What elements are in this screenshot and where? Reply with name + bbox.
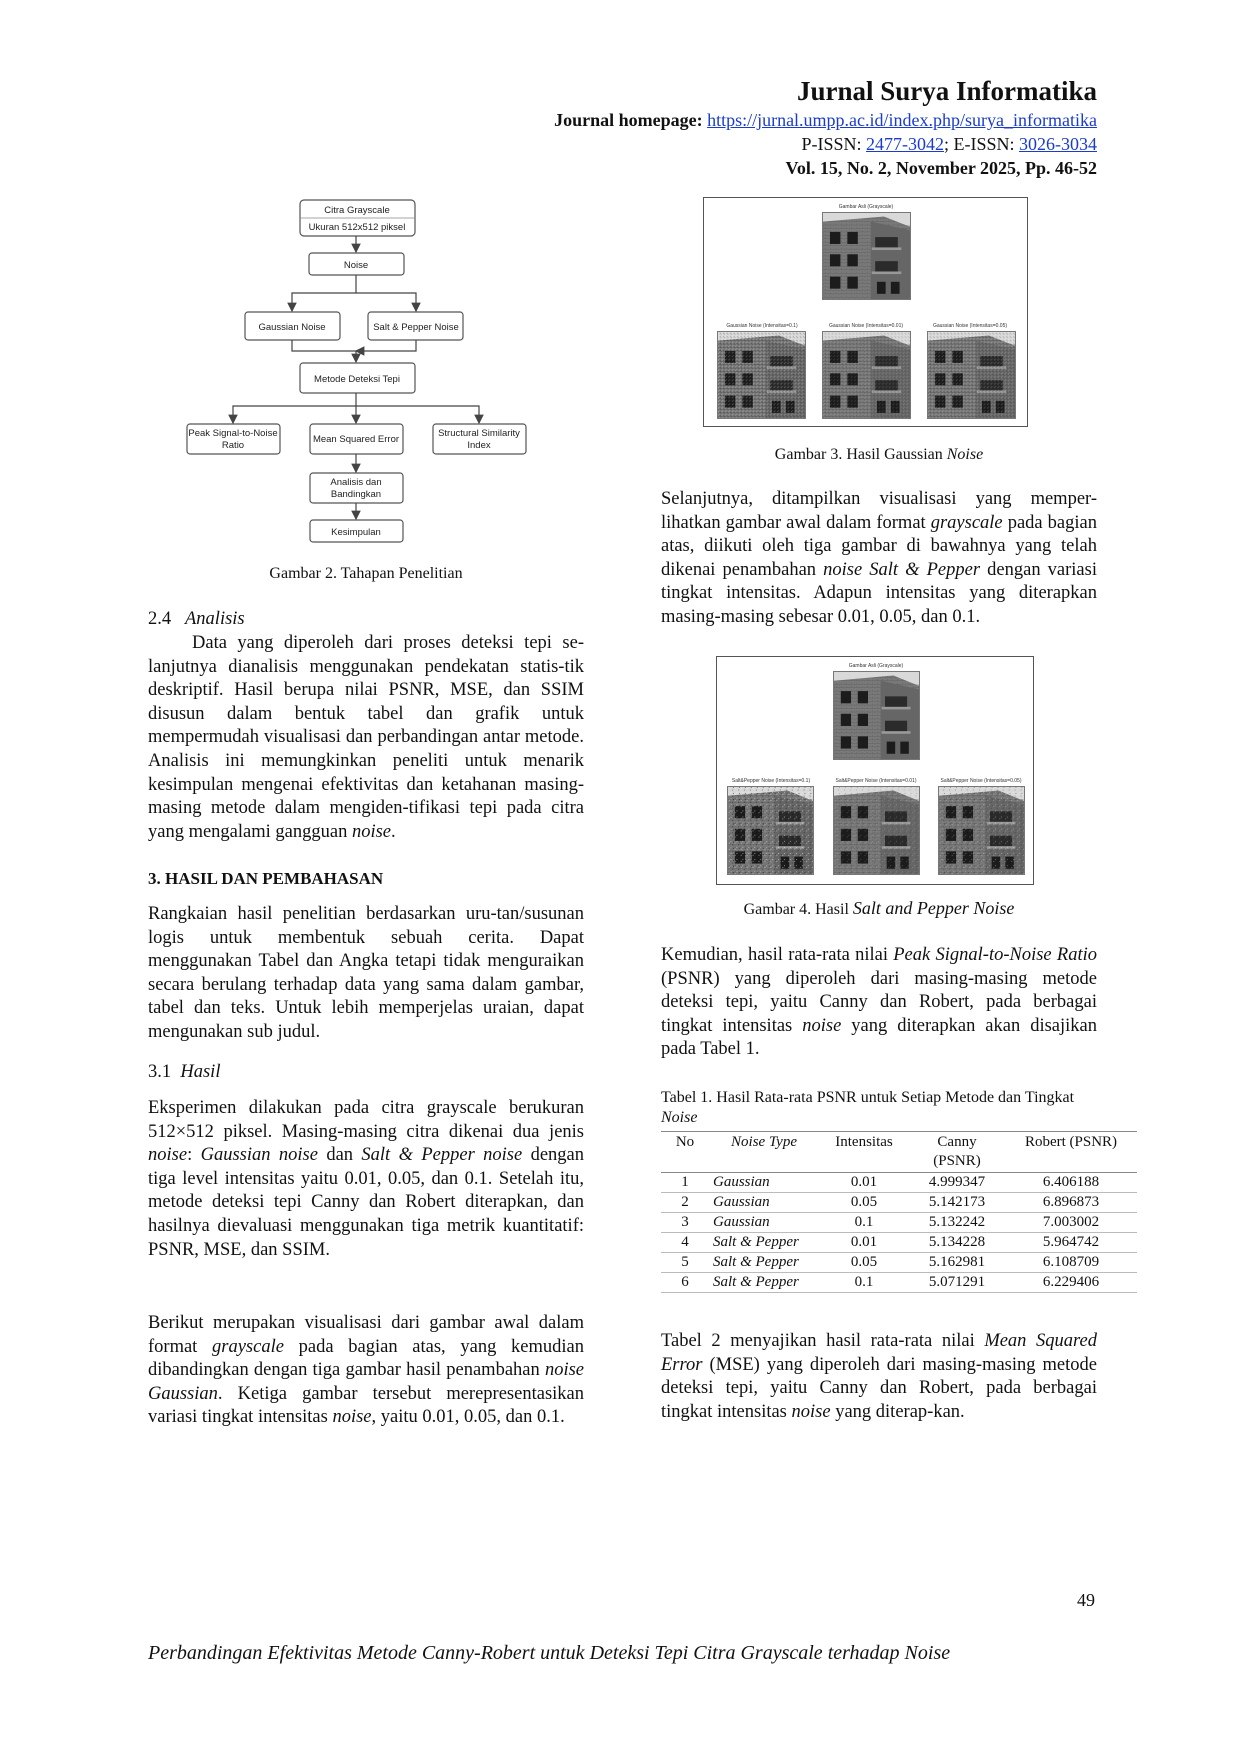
section-title: Hasil bbox=[180, 1062, 221, 1082]
text: Tabel 2 menyajikan hasil rata-rata nilai bbox=[661, 1331, 985, 1351]
table-cell: 6 bbox=[661, 1273, 709, 1293]
text-italic: grayscale bbox=[212, 1336, 284, 1357]
figure-4-salt-pepper bbox=[716, 656, 1034, 885]
table-row bbox=[661, 1233, 1137, 1253]
text-italic: noise Salt & Pepper bbox=[823, 559, 981, 580]
text: pada bagian atas, yang kemudian dibandingkan dengan tiga gambar hasil penambahan bbox=[148, 1336, 584, 1381]
building-image-original bbox=[822, 212, 911, 300]
pissn-link[interactable]: 2477-3042 bbox=[865, 134, 944, 154]
section-number: 2.4 bbox=[148, 609, 172, 629]
text-italic: noise bbox=[148, 1145, 188, 1166]
text: Berikut merupakan visualisasi dari gambar awal dalam format bbox=[148, 1313, 584, 1357]
table-cell: 4 bbox=[661, 1233, 709, 1253]
node-label: Salt & Pepper Noise bbox=[373, 322, 459, 333]
image-label: Gaussian Noise (Intensitas=0.1) bbox=[726, 323, 798, 329]
table-row bbox=[661, 1273, 1137, 1293]
caption-italic: Salt and Pepper Noise bbox=[852, 898, 1015, 918]
paragraph-visualisasi-gaussian bbox=[148, 1312, 584, 1430]
edge-metode-psnr bbox=[233, 393, 356, 423]
building-image-sp-1 bbox=[727, 786, 814, 875]
text: yang diterap-kan. bbox=[830, 1401, 965, 1422]
edge-noise-split bbox=[292, 275, 356, 311]
section-3-heading: 3. HASIL DAN PEMBAHASAN bbox=[148, 869, 384, 888]
section-2-4-body: Data yang diperoleh dari proses deteksi tepi se-lanjutnya dianalisis menggunakan pendekatan statis-tik deskriptif. Hasil berupa nilai PSNR, MSE, dan SSIM disusun dalam bentuk tabel dan grafik untuk mempermudah visualisasi dan perbandingan antar metode. Analisis ini memungkinkan peneliti untuk menarik kesimpulan mengenai efektivitas dan ketahanan masing-masing metode dalam mengiden-tifikasi tepi pada citra yang mengalami gangguan noise. bbox=[148, 633, 584, 842]
text: Eksperimen dilakukan pada citra grayscale berukuran 512×512 piksel. Masing-masing citra dikenai dua jenis bbox=[148, 1098, 584, 1142]
table-header-cell: Robert (PSNR) bbox=[1005, 1132, 1137, 1173]
text-italic: Gaussian noise bbox=[200, 1145, 318, 1166]
table-cell: 5.142173 bbox=[909, 1193, 1005, 1213]
image-label: Gambar Asli (Grayscale) bbox=[848, 663, 904, 669]
table-cell: 0.01 bbox=[819, 1233, 909, 1253]
table-cell: 5.134228 bbox=[909, 1233, 1005, 1253]
text-italic: grayscale bbox=[930, 512, 1003, 533]
table-cell: Gaussian bbox=[713, 1194, 770, 1210]
paragraph-text: Data yang diperoleh dari proses deteksi tepi se-lanjutnya dianalisis menggunakan pendekatan statis-tik deskriptif. Hasil berupa nilai PSNR, MSE, dan SSIM disusun dalam bentuk tabel dan grafik untuk mempermudah visualisasi dan perbandingan antar metode. Analisis ini memungkinkan peneliti untuk menarik kesimpulan mengenai efektivitas dan ketahanan masing-masing metode dalam mengiden-tifikasi tepi pada citra yang mengalami gangguan bbox=[148, 633, 584, 842]
table-header-row bbox=[661, 1132, 1137, 1173]
table-cell: 5.132242 bbox=[909, 1213, 1005, 1233]
text-italic: noise bbox=[791, 1401, 831, 1422]
flowchart-diagram bbox=[180, 195, 540, 550]
caption-text: Tabel 1. Hasil Rata-rata PSNR untuk Setiap Metode dan Tingkat bbox=[661, 1089, 1075, 1106]
table-header-cell: Noise Type bbox=[709, 1132, 819, 1173]
table-cell: 5 bbox=[661, 1253, 709, 1273]
text-italic: noise bbox=[802, 1015, 842, 1036]
table-row bbox=[661, 1173, 1137, 1193]
image-label: Gaussian Noise (Intensitas=0.01) bbox=[828, 323, 904, 329]
node-label: Bandingkan bbox=[330, 489, 382, 500]
figure-3-gaussian bbox=[703, 197, 1028, 427]
table-cell: 0.05 bbox=[819, 1253, 909, 1273]
text-italic: Peak Signal-to-Noise Ratio bbox=[893, 945, 1097, 965]
edge-noise-split-b bbox=[356, 293, 416, 311]
table-header-cell: Intensitas bbox=[819, 1132, 909, 1173]
table-cell: 2 bbox=[661, 1193, 709, 1213]
node-label: Analisis dan bbox=[330, 477, 382, 488]
table-cell: 0.1 bbox=[819, 1213, 909, 1233]
text: . Ketiga gambar tersebut merepresentasikan variasi tingkat intensitas bbox=[148, 1383, 584, 1428]
section-number: 3.1 bbox=[148, 1062, 172, 1082]
paragraph-hasil-intro: Rangkaian hasil penelitian berdasarkan uru-tan/susunan logis untuk membentuk sebuah cerita. Dapat menggunakan Tabel dan Angka tetapi tidak menguraikan secara berulang terhadap data yang sama dalam gambar, tabel dan teks. Untuk lebih memperjelas uraian, dapat mengunakan sub judul. bbox=[148, 904, 584, 1042]
paragraph-mse-intro bbox=[661, 1330, 1097, 1424]
text: pada bagian atas, diikuti oleh tiga gambar di bawahnya yang telah dikenai penambahan bbox=[661, 512, 1097, 580]
journal-homepage bbox=[554, 110, 1097, 131]
table-cell: Salt & Pepper bbox=[713, 1234, 799, 1250]
node-label: Index bbox=[467, 440, 491, 451]
node-label: Peak Signal-to-Noise bbox=[188, 428, 278, 439]
caption-text: Gambar 3. Hasil Gaussian bbox=[774, 446, 947, 463]
page-number: 49 bbox=[1077, 1590, 1095, 1610]
table-cell: 7.003002 bbox=[1005, 1213, 1137, 1233]
table-row bbox=[661, 1213, 1137, 1233]
edge-sp-metode bbox=[356, 340, 416, 351]
table-cell: Gaussian bbox=[713, 1174, 770, 1190]
table-1-psnr bbox=[661, 1131, 1137, 1293]
running-footer: Perbandingan Efektivitas Metode Canny-Robert untuk Deteksi Tepi Citra Grayscale terhadap Noise bbox=[148, 1642, 951, 1664]
pissn-label: P-ISSN: bbox=[801, 134, 862, 154]
text: , yaitu 0.01, 0.05, dan 0.1. bbox=[371, 1407, 565, 1428]
node-label: Citra Grayscale bbox=[324, 205, 390, 216]
text-italic: noise bbox=[332, 1407, 372, 1428]
node-label: Ratio bbox=[221, 440, 245, 451]
text: yang diterapkan akan disajikan pada Tabel 1. bbox=[661, 1015, 1098, 1060]
table-cell: 6.229406 bbox=[1005, 1273, 1137, 1293]
image-label: Gaussian Noise (Intensitas=0.05) bbox=[932, 323, 1008, 329]
text: Selanjutnya, ditampilkan visualisasi yang memper-lihatkan gambar awal dalam format bbox=[661, 489, 1097, 533]
paragraph-eksperimen bbox=[148, 1097, 584, 1262]
building-image-sp-2 bbox=[833, 786, 920, 875]
table-row bbox=[661, 1193, 1137, 1213]
building-image-sp-3 bbox=[938, 786, 1025, 875]
figure-4-caption bbox=[661, 897, 1097, 922]
table-row bbox=[661, 1253, 1137, 1273]
building-image-original bbox=[833, 671, 920, 760]
table-cell: 3 bbox=[661, 1213, 709, 1233]
node-label: Gaussian Noise bbox=[258, 322, 326, 333]
table-cell: Gaussian bbox=[713, 1214, 770, 1230]
text: (MSE) yang diperoleh dari masing-masing metode deteksi tepi, yaitu Canny dan Robert, pada berbagai tingkat intensitas bbox=[661, 1354, 1097, 1422]
image-label: Salt&Pepper Noise (Intensitas=0.05) bbox=[940, 778, 1022, 784]
node-label: Noise bbox=[343, 260, 369, 271]
homepage-link[interactable]: https://jurnal.umpp.ac.id/index.php/surya_informatika bbox=[707, 110, 1097, 130]
table-cell: 5.071291 bbox=[909, 1273, 1005, 1293]
issn-line bbox=[801, 134, 1097, 155]
building-image-gaussian-1 bbox=[717, 331, 806, 419]
node-label: Structural Similarity bbox=[438, 428, 520, 439]
text: (PSNR) yang diperoleh dari masing-masing metode deteksi tepi, yaitu Canny dan Robert, pada berbagai tingkat intensitas bbox=[661, 968, 1097, 1036]
figure-3-caption bbox=[661, 443, 1097, 467]
node-label: Kesimpulan bbox=[331, 527, 381, 538]
table-cell: Salt & Pepper bbox=[713, 1274, 799, 1290]
eissn-label: ; E-ISSN: bbox=[943, 134, 1015, 154]
table-1-caption bbox=[661, 1088, 1101, 1128]
table-header-cell: Canny (PSNR) bbox=[909, 1132, 1005, 1173]
table-cell: Salt & Pepper bbox=[713, 1254, 799, 1270]
section-3-1-heading bbox=[148, 1061, 584, 1085]
section-2-4-heading bbox=[148, 608, 584, 632]
node-label: Mean Squared Error bbox=[312, 434, 400, 445]
eissn-link[interactable]: 3026-3034 bbox=[1019, 134, 1097, 154]
volume-info: Vol. 15, No. 2, November 2025, Pp. 46-52 bbox=[785, 158, 1097, 178]
section-title: Analisis bbox=[185, 609, 245, 629]
image-label: Gambar Asli (Grayscale) bbox=[838, 204, 894, 210]
figure-2-caption: Gambar 2. Tahapan Penelitian bbox=[269, 565, 463, 582]
table-cell: 0.01 bbox=[819, 1173, 909, 1193]
text-italic: Mean Squared Error bbox=[661, 1331, 1097, 1375]
homepage-label: Journal homepage: bbox=[554, 110, 703, 130]
paragraph-italic: noise bbox=[351, 821, 392, 842]
text-italic: noise Gaussian bbox=[148, 1360, 584, 1404]
table-header-cell: No bbox=[661, 1132, 709, 1173]
journal-title: Jurnal Surya Informatika bbox=[796, 76, 1097, 106]
image-label: Salt&Pepper Noise (Intensitas=0.1) bbox=[731, 778, 811, 784]
table-cell: 6.896873 bbox=[1005, 1193, 1137, 1213]
caption-italic: Noise bbox=[946, 446, 984, 463]
table-cell: 6.406188 bbox=[1005, 1173, 1137, 1193]
text: dengan tiga level intensitas yaitu 0.01, 0.05, dan 0.1. Setelah itu, metode deteksi tepi Canny dan Robert diterapkan, dan hasilnya dievaluasi menggunakan tiga metrik kuantitatif: PSNR, MSE, dan SSIM. bbox=[148, 1145, 585, 1260]
paragraph-psnr-intro bbox=[661, 944, 1097, 1062]
table-cell: 0.05 bbox=[819, 1193, 909, 1213]
building-image-gaussian-3 bbox=[927, 331, 1016, 419]
text: : bbox=[187, 1145, 201, 1166]
table-cell: 4.999347 bbox=[909, 1173, 1005, 1193]
text: dan bbox=[317, 1145, 362, 1166]
image-label: Salt&Pepper Noise (Intensitas=0.01) bbox=[835, 778, 917, 784]
edge-gauss-metode bbox=[292, 340, 356, 362]
table-cell: 1 bbox=[661, 1173, 709, 1193]
table-cell: 6.108709 bbox=[1005, 1253, 1137, 1273]
table-cell: 5.162981 bbox=[909, 1253, 1005, 1273]
node-label: Ukuran 512x512 piksel bbox=[308, 222, 406, 233]
building-image-gaussian-2 bbox=[822, 331, 911, 419]
table-cell: 0.1 bbox=[819, 1273, 909, 1293]
text: dengan variasi tingkat intensitas. Adapun intensitas yang diterapkan masing-masing sebesar 0.01, 0.05, dan 0.1. bbox=[661, 559, 1097, 627]
node-label: Metode Deteksi Tepi bbox=[314, 374, 400, 385]
text: Kemudian, hasil rata-rata nilai bbox=[661, 945, 894, 965]
paragraph-visualisasi-sp bbox=[661, 488, 1097, 630]
caption-text: Gambar 4. Hasil bbox=[743, 901, 853, 918]
table-cell: 5.964742 bbox=[1005, 1233, 1137, 1253]
edge-metode-ssim bbox=[356, 406, 479, 423]
text-italic: Salt & Pepper noise bbox=[361, 1145, 523, 1166]
caption-italic: Noise bbox=[661, 1109, 698, 1126]
